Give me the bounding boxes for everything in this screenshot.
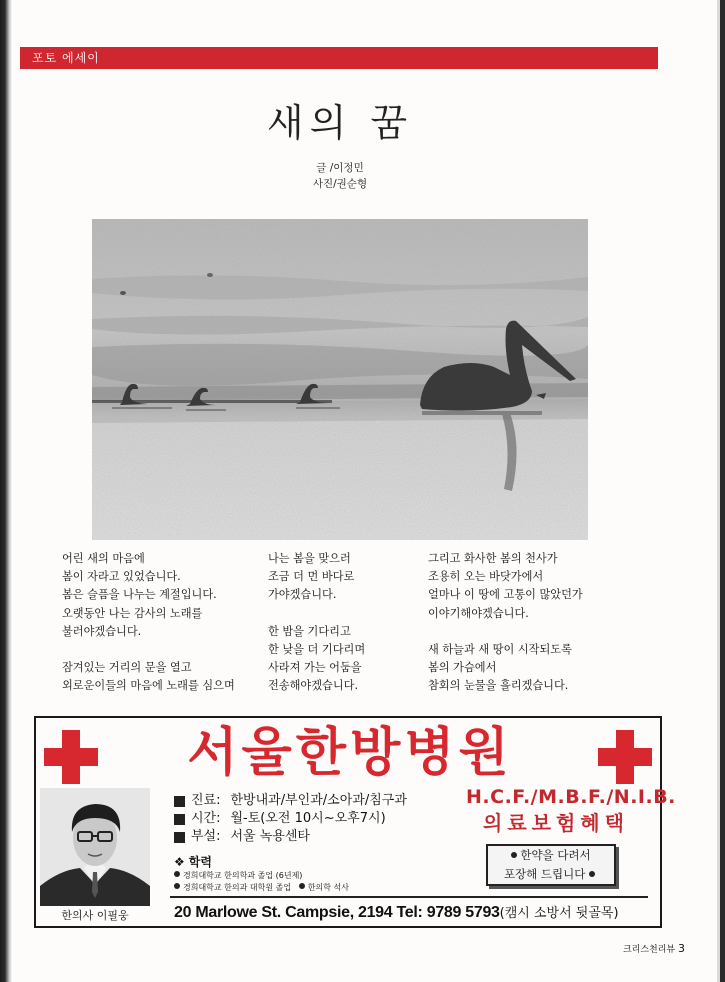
poem-line: 봄이 자라고 있었습니다. — [62, 570, 181, 584]
section-label-bar — [20, 47, 658, 69]
hospital-name: 서울한방병원 — [187, 723, 513, 783]
stanza-break — [268, 605, 418, 623]
service-value: 월-토(오전 10시~오후7시) — [230, 811, 386, 826]
poem-line: 한 밤을 기다리고 — [268, 624, 351, 638]
publication-name: 크리스천리뷰 — [622, 945, 676, 955]
page-footer — [623, 942, 685, 955]
poem-line: 봄의 가슴에서 — [428, 661, 497, 675]
article-title: 새의 꿈 — [266, 101, 414, 145]
bullet-dot-icon — [174, 883, 180, 889]
bullet-dot-icon — [589, 871, 595, 877]
address-note: (캠시 소방서 뒷골목) — [499, 906, 619, 921]
doctor-photo — [40, 788, 150, 906]
article-credits — [0, 160, 680, 192]
page-number: 3 — [678, 942, 685, 955]
bullet-square-icon — [174, 814, 185, 825]
poem-column-2 — [268, 550, 418, 696]
bullet-dot-icon — [174, 871, 180, 877]
doctor-photo-svg — [40, 788, 150, 906]
poem-line: 조금 더 먼 바다로 — [268, 570, 355, 584]
poem-line: 전송해야겠습니다. — [268, 679, 359, 693]
photo-credit: 사진/권순형 — [312, 178, 368, 190]
poem-line: 외로운이들의 마음에 노래를 심으며 — [62, 679, 235, 693]
stanza-break — [428, 623, 658, 641]
poem-line: 어린 새의 마음에 — [62, 552, 145, 565]
service-value: 한방내과/부인과/소아과/침구과 — [230, 793, 407, 808]
service-row-hours — [174, 810, 407, 828]
education-heading — [174, 854, 349, 870]
poem-line: 이야기해야겠습니다. — [428, 606, 529, 620]
poem-line: 불러야겠습니다. — [62, 624, 142, 638]
insurance-info — [466, 784, 676, 836]
poem-line: 사라져 가는 어둠을 — [268, 661, 362, 675]
author-credit: 글 /이정민 — [316, 162, 364, 174]
education-heading-text: 학력 — [188, 855, 212, 869]
poem-line: 한 낮을 더 기다리며 — [268, 643, 366, 656]
pelican-photo — [92, 219, 588, 540]
doctor-caption: 한의사 이필웅 — [61, 909, 129, 922]
service-label: 진료: — [191, 793, 221, 808]
insurance-codes: H.C.F./M.B.F./N.I.B. — [466, 786, 676, 808]
herbal-line-1: 한약을 다려서 — [488, 846, 614, 865]
poem-line: 참회의 눈물을 흘리겠습니다. — [428, 679, 569, 693]
education-item: 경희대학교 한의과 대학원 졸업 한의학 석사 — [174, 882, 349, 894]
bullet-dot-icon — [299, 883, 305, 889]
address-divider — [170, 896, 648, 898]
stanza-break — [62, 641, 262, 659]
poem-line: 가야겠습니다. — [268, 588, 337, 602]
poem-line: 오랫동안 나는 감사의 노래를 — [62, 606, 203, 620]
poem-line: 잠겨있는 거리의 문을 열고 — [62, 661, 192, 675]
doctor-portrait — [36, 788, 154, 928]
insurance-benefit: 의료보험혜택 — [483, 811, 629, 835]
red-cross-icon — [44, 730, 98, 784]
service-label: 시간: — [191, 811, 221, 826]
hospital-advertisement — [34, 716, 676, 928]
doctor-education — [174, 854, 349, 894]
hospital-address — [174, 902, 619, 925]
red-cross-icon — [598, 730, 652, 784]
address-text: 20 Marlowe St. Campsie, 2194 Tel: 9789 5793 — [174, 904, 500, 921]
scan-edge-left — [0, 0, 12, 982]
herbal-line-2: 포장해 드립니다 — [488, 865, 614, 884]
scan-edge-right — [720, 0, 725, 982]
poem-line: 얼마나 이 땅에 고통이 많았던가 — [428, 588, 583, 602]
service-value: 서울 녹용센타 — [230, 829, 310, 844]
section-label: 포토 에세이 — [32, 51, 100, 65]
bullet-square-icon — [174, 832, 185, 843]
bullet-square-icon — [174, 796, 185, 807]
service-row-treatment — [174, 792, 407, 810]
poem-column-3 — [428, 550, 658, 696]
service-info — [174, 792, 407, 846]
poem-line: 새 하늘과 새 땅이 시작되도록 — [428, 643, 572, 656]
poem-column-1 — [62, 550, 262, 696]
service-label: 부설: — [191, 829, 221, 844]
pelican-photo-svg — [92, 219, 588, 540]
bullet-dot-icon — [511, 852, 517, 858]
poem-line: 그리고 화사한 봄의 천사가 — [428, 552, 558, 565]
poem-line: 나는 봄을 맞으러 — [268, 552, 351, 565]
poem-line: 봄은 슬픔을 나누는 계절입니다. — [62, 588, 217, 602]
herbal-service-box — [486, 844, 616, 886]
diamond-bullet-icon: ❖ — [174, 855, 185, 869]
poem-line: 조용히 오는 바닷가에서 — [428, 570, 544, 584]
education-item: 경희대학교 한의학과 졸업 (6년제) — [174, 870, 349, 882]
service-row-annex — [174, 828, 407, 846]
